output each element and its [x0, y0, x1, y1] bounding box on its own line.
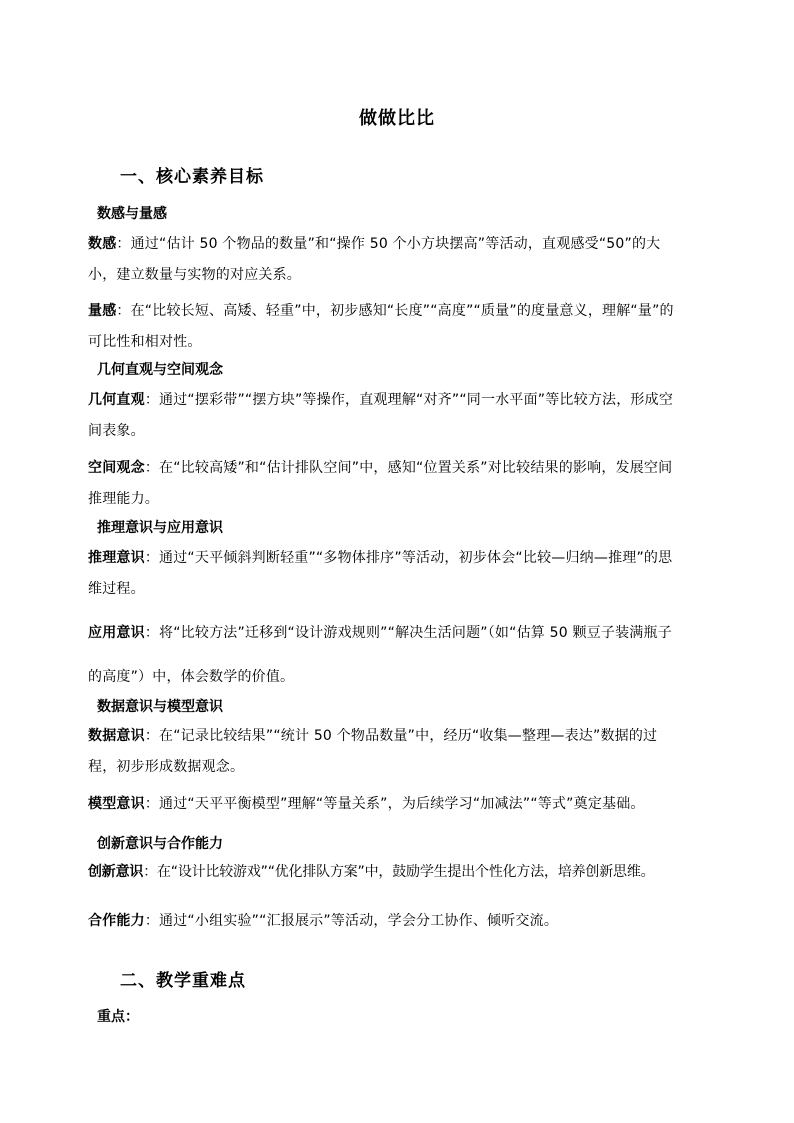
section-heading-goals: 一、核心素养目标 — [120, 167, 264, 187]
paragraph-label: 空间观念 — [88, 460, 145, 476]
paragraph-label: 数据意识 — [88, 728, 145, 744]
paragraph — [88, 611, 680, 699]
paragraph-text: ：通过“天平倾斜判断轻重”“多物体排序”等活动，初步体会“比较—归纳—推理”的思维过程。 — [88, 550, 673, 597]
paragraph — [88, 543, 680, 605]
paragraph — [88, 229, 680, 291]
paragraph — [88, 906, 680, 937]
section-heading-key-difficulties: 二、教学重难点 — [120, 971, 246, 991]
paragraph — [88, 453, 680, 515]
subsection-heading: 创新意识与合作能力 — [97, 836, 223, 852]
paragraph-label: 量感 — [88, 303, 117, 319]
paragraph-text: ：在“比较长短、高矮、轻重”中，初步感知“长度”“高度”“质量”的度量意义，理解“量”的可比性和相对性。 — [88, 303, 674, 350]
paragraph — [88, 385, 680, 447]
paragraph — [88, 857, 680, 888]
paragraph — [88, 721, 680, 783]
paragraph-text: ：通过“小组实验”“汇报展示”等活动，学会分工协作、倾听交流。 — [144, 913, 559, 929]
paragraph — [88, 789, 680, 820]
paragraph-text: ：在“比较高矮”和“估计排队空间”中，感知“位置关系”对比较结果的影响，发展空间推理能力。 — [88, 460, 673, 507]
paragraph-label: 模型意识 — [88, 796, 145, 812]
paragraph-label: 推理意识 — [88, 550, 145, 566]
paragraph-text: ：通过“估计 50 个物品的数量”和“操作 50 个小方块摆高”等活动，直观感受“50”的大小，建立数量与实物的对应关系。 — [88, 236, 661, 283]
paragraph-text: ：通过“摆彩带”“摆方块”等操作，直观理解“对齐”“同一水平面”等比较方法，形成空间表象。 — [88, 392, 674, 439]
paragraph-label: 应用意识 — [88, 625, 145, 641]
paragraph-label: 数感 — [88, 236, 117, 252]
paragraph-text: ：在“记录比较结果”“统计 50 个物品数量”中，经历“收集—整理—表达”数据的过程，初步形成数据观念。 — [88, 728, 658, 775]
paragraph-label: 几何直观 — [88, 392, 145, 408]
paragraph-label: 合作能力 — [88, 913, 145, 929]
paragraph-text: ：将“比较方法”迁移到“设计游戏规则”“解决生活问题”（如“估算 50 颗豆子装满瓶子的高度”）中，体会数学的价值。 — [88, 625, 672, 685]
paragraph-text: ：在“设计比较游戏”“优化排队方案”中，鼓励学生提出个性化方法，培养创新思维。 — [143, 864, 655, 880]
subsection-heading: 几何直观与空间观念 — [97, 362, 223, 378]
paragraph-label: 创新意识 — [88, 864, 144, 880]
subsection-heading: 推理意识与应用意识 — [97, 520, 223, 536]
subsection-heading: 数据意识与模型意识 — [97, 699, 223, 715]
key-point-label: 重点： — [97, 1009, 139, 1025]
paragraph-text: ：通过“天平平衡模型”理解“等量关系”，为后续学习“加减法”“等式”奠定基础。 — [144, 796, 645, 812]
paragraph — [88, 296, 680, 358]
page-title: 做做比比 — [359, 108, 435, 129]
subsection-heading: 数感与量感 — [97, 206, 167, 222]
